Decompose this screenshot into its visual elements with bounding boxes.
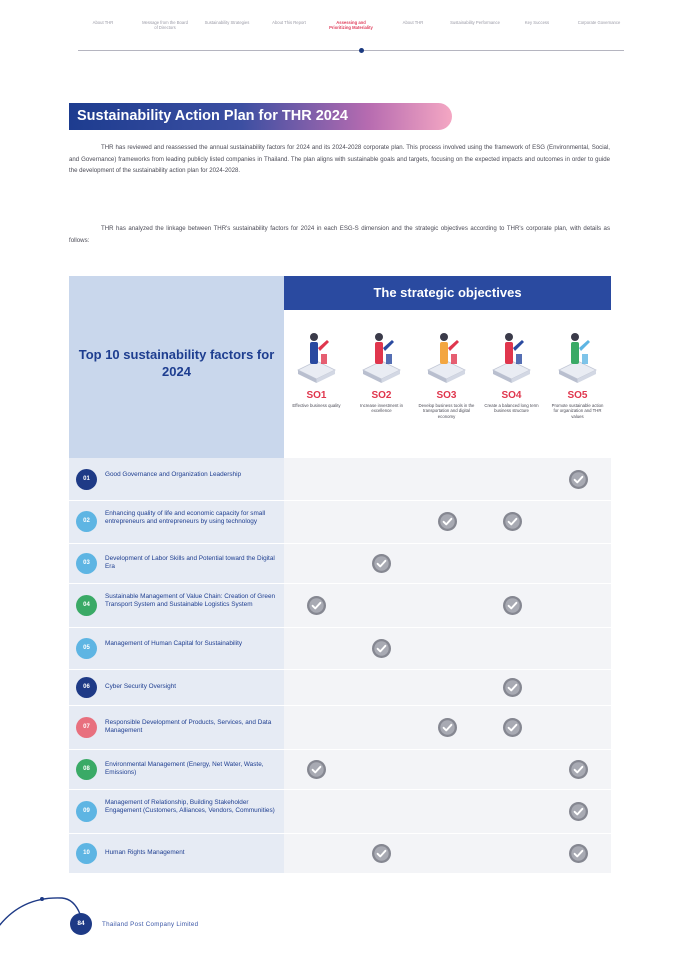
objective-code: SO2 bbox=[371, 390, 392, 401]
check-icon bbox=[307, 596, 326, 615]
check-icon bbox=[503, 596, 522, 615]
row-divider bbox=[69, 833, 611, 834]
top-navigation bbox=[78, 20, 624, 52]
objectives-heading: The strategic objectives bbox=[373, 285, 522, 300]
nav-divider bbox=[78, 50, 624, 51]
objective-illustration-icon bbox=[426, 320, 467, 384]
objective-description: Increase investment in excellence bbox=[360, 403, 403, 414]
intro-paragraph: THR has reviewed and reassessed the annual sustainability factors for 2024 and its 2024-2028 corporate plan. This process involved using the framework of ESG (Environmental, Social, and Governance) frameworks from leading publicly listed companies in Thailand. The plan aligns with sustainable goals and targets, focusing on the expected impacts and outcomes in order to guide the development of the sustainability action plan for 2024-2028. bbox=[69, 144, 610, 175]
nav-tab[interactable]: About This Report bbox=[272, 20, 306, 25]
nav-tab[interactable]: Corporate Governance bbox=[577, 20, 621, 25]
footer-company: Thailand Post Company Limited bbox=[102, 921, 199, 928]
row-divider bbox=[69, 627, 611, 628]
section-banner bbox=[69, 103, 452, 130]
nav-tab[interactable]: Assessing and Prioritizing Materiality bbox=[329, 20, 373, 31]
factor-number-badge: 07 bbox=[76, 717, 97, 738]
row-divider bbox=[69, 705, 611, 706]
factor-number-badge: 04 bbox=[76, 595, 97, 616]
objective-description: Create a balanced long term business structure bbox=[484, 403, 539, 414]
objective-description: Develop business tools in the transportation and digital economy bbox=[418, 403, 475, 419]
linkage-paragraph: THR has analyzed the linkage between THR's sustainability factors for 2024 in each ESG-S dimension and the strategic objectives according to THR's corporate plan, with details as follows: bbox=[69, 225, 610, 244]
check-icon bbox=[372, 844, 391, 863]
factor-number-badge: 02 bbox=[76, 511, 97, 532]
nav-tab[interactable]: Key Success bbox=[524, 20, 550, 25]
objective-column bbox=[349, 310, 414, 458]
check-icon bbox=[569, 470, 588, 489]
nav-active-marker bbox=[359, 48, 364, 53]
factor-number-badge: 06 bbox=[76, 677, 97, 698]
page-number: 84 bbox=[70, 913, 92, 935]
check-icon bbox=[569, 844, 588, 863]
check-icon bbox=[372, 639, 391, 658]
objective-illustration-icon bbox=[491, 320, 532, 384]
nav-tab[interactable]: About THR bbox=[92, 20, 114, 25]
factor-number-badge: 08 bbox=[76, 759, 97, 780]
objective-column bbox=[479, 310, 544, 458]
nav-tab[interactable]: Sustainability Strategies bbox=[204, 20, 250, 25]
factor-label: Human Rights Management bbox=[105, 849, 185, 856]
factor-label: Development of Labor Skills and Potential toward the Digital Era bbox=[105, 555, 275, 570]
nav-tab[interactable]: Message from the Board of Directors bbox=[142, 20, 188, 31]
factor-label: Cyber Security Oversight bbox=[105, 683, 177, 690]
page-title: Sustainability Action Plan for THR 2024 bbox=[77, 108, 348, 124]
table-row bbox=[69, 458, 284, 500]
objective-illustration-icon bbox=[361, 320, 402, 384]
row-divider bbox=[69, 749, 611, 750]
factor-label: Responsible Development of Products, Services, and Data Management bbox=[105, 719, 272, 734]
objective-code: SO3 bbox=[436, 390, 457, 401]
check-icon bbox=[438, 718, 457, 737]
factor-number-badge: 09 bbox=[76, 801, 97, 822]
objective-column bbox=[414, 310, 479, 458]
objective-illustration-icon bbox=[557, 320, 598, 384]
check-icon bbox=[569, 760, 588, 779]
factor-label: Good Governance and Organization Leadership bbox=[105, 471, 242, 478]
objective-column bbox=[545, 310, 610, 458]
check-icon bbox=[503, 718, 522, 737]
factor-number-badge: 01 bbox=[76, 469, 97, 490]
row-divider bbox=[69, 583, 611, 584]
objective-code: SO1 bbox=[306, 390, 327, 401]
factor-label: Management of Human Capital for Sustainability bbox=[105, 640, 243, 647]
factor-label: Sustainable Management of Value Chain: Creation of Green Transport System and Sustainable Logistics System bbox=[105, 593, 276, 608]
factor-label: Environmental Management (Energy, Net Water, Waste, Emissions) bbox=[105, 761, 264, 776]
nav-tab[interactable]: Sustainability Performance bbox=[450, 20, 500, 25]
objective-code: SO4 bbox=[501, 390, 522, 401]
objectives-header-cell bbox=[284, 276, 611, 310]
row-divider bbox=[69, 669, 611, 670]
factor-number-badge: 10 bbox=[76, 843, 97, 864]
nav-tab[interactable]: About THR bbox=[402, 20, 424, 25]
factors-heading: Top 10 sustainability factors for 2024 bbox=[78, 347, 275, 379]
objective-description: Promote sustainable action for organization and THR values bbox=[551, 403, 604, 419]
check-icon bbox=[503, 512, 522, 531]
factors-header-cell bbox=[69, 276, 284, 458]
objective-description: Effective business quality bbox=[292, 403, 341, 408]
check-icon bbox=[569, 802, 588, 821]
objective-illustration-icon bbox=[296, 320, 337, 384]
table-row bbox=[69, 627, 284, 669]
check-icon bbox=[503, 678, 522, 697]
factor-label: Enhancing quality of life and economic capacity for small entrepreneurs and entrepreneurs by using technology bbox=[105, 509, 266, 525]
row-divider bbox=[69, 543, 611, 544]
check-icon bbox=[438, 512, 457, 531]
factor-number-badge: 03 bbox=[76, 553, 97, 574]
check-icon bbox=[372, 554, 391, 573]
objective-column bbox=[284, 310, 349, 458]
check-icon bbox=[307, 760, 326, 779]
row-divider bbox=[69, 500, 611, 501]
factor-label: Management of Relationship, Building Stakeholder Engagement (Customers, Alliances, Vendors, Communities) bbox=[105, 799, 275, 814]
objective-code: SO5 bbox=[567, 390, 588, 401]
row-divider bbox=[69, 789, 611, 790]
factor-number-badge: 05 bbox=[76, 638, 97, 659]
